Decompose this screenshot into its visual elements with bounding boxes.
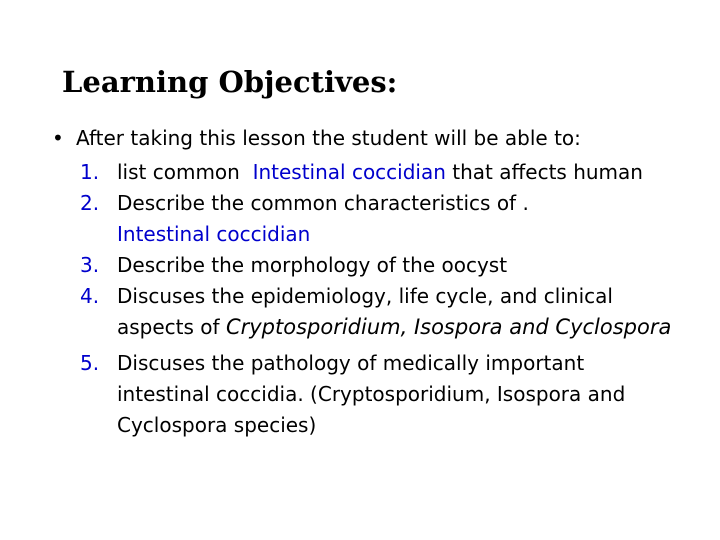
objectives-list [80,157,680,441]
objective-number: 2. [80,191,100,215]
bullet-icon: • [52,126,64,150]
highlight-term: Intestinal coccidian [252,160,446,184]
objective-text: Discuses the pathology of medically important intestinal coccidia. (Cryptosporidium, Isospora and Cyclospora species) [117,351,626,437]
objective-item-4 [80,281,680,343]
objective-text: Describe the common characteristics of . [117,191,529,215]
objective-number: 3. [80,253,100,277]
objective-number: 4. [80,284,100,308]
objective-text: list common [117,160,240,184]
organism-names: Cryptosporidium, Isospora and Cyclospora [225,315,672,339]
objective-number: 1. [80,160,100,184]
objective-item-5 [80,348,680,441]
slide-title: Learning Objectives: [62,65,398,99]
objective-item-1 [80,157,680,188]
objective-text: Describe the morphology of the oocyst [117,253,508,277]
intro-text: After taking this lesson the student will be able to: [76,126,581,150]
objective-text-end: that affects human [452,160,643,184]
objective-item-3 [80,250,680,281]
objective-number: 5. [80,351,100,375]
objective-text: Discuses the epidemiology, life cycle, and clinical aspects of [117,284,613,339]
objective-item-2 [80,188,680,250]
highlight-term: Intestinal coccidian [117,222,311,246]
